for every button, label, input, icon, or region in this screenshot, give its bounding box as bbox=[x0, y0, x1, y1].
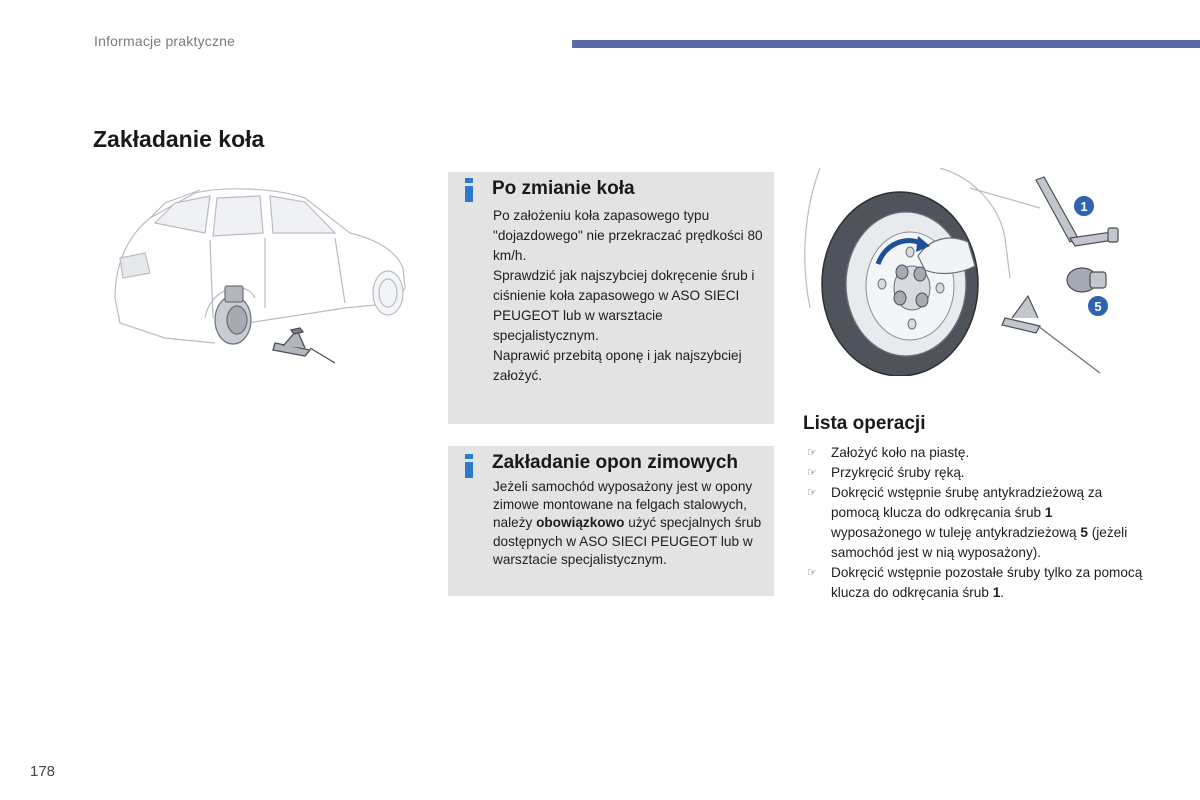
page-title: Zakładanie koła bbox=[93, 126, 265, 152]
info-box-after-wheel-change bbox=[448, 172, 774, 424]
header-bar bbox=[572, 40, 1200, 48]
list-item bbox=[803, 463, 1143, 483]
list-item bbox=[803, 483, 1143, 563]
page-number: 178 bbox=[30, 763, 56, 780]
list-item bbox=[803, 563, 1143, 603]
list-item-bold: 1 bbox=[1044, 505, 1053, 520]
car-with-jack-illustration bbox=[105, 178, 420, 368]
list-item bbox=[803, 443, 1143, 463]
callout-badges bbox=[1073, 195, 1109, 317]
pointing-hand-icon: ☞ bbox=[807, 567, 817, 579]
list-item-text: Dokręcić wstępnie śrubę antykradzieżową za pomocą klucza do odkręcania śrub bbox=[831, 485, 1103, 520]
list-item-text: (jeżeli samochód jest w nią wyposażony). bbox=[831, 525, 1128, 560]
list-item-text: Dokręcić wstępnie pozostałe śruby tylko za pomocą klucza do odkręcania śrub bbox=[831, 565, 1143, 600]
list-item-bold: 5 bbox=[1080, 525, 1088, 540]
list-item-text: Przykręcić śruby ręką. bbox=[831, 465, 965, 480]
info-paragraph: Sprawdzić jak najszybciej dokręcenie śrub i ciśnienie koła zapasowego w ASO SIECI PEUGEOT lub w warsztacie specjalistycznym. bbox=[493, 268, 755, 343]
list-item-text: wyposażonego w tuleję antykradzieżową bbox=[831, 525, 1081, 540]
list-item-bold: 1 bbox=[992, 585, 1001, 600]
operations-title: Lista operacji bbox=[803, 413, 926, 434]
info-box-title: Zakładanie opon zimowych bbox=[492, 452, 738, 473]
list-item-text: . bbox=[1000, 585, 1005, 600]
info-text: użyć specjalnych śrub dostępnych w ASO SIECI PEUGEOT lub w warsztacie specjalistycznym. bbox=[493, 515, 762, 567]
info-paragraph: Po założeniu koła zapasowego typu "dojazdowego" nie przekraczać prędkości 80 km/h. bbox=[493, 208, 763, 263]
info-paragraph: Naprawić przebitą oponę i jak najszybciej założyć. bbox=[493, 348, 742, 383]
svg-text:5: 5 bbox=[1094, 299, 1102, 314]
list-item-text: Założyć koło na piastę. bbox=[831, 445, 970, 460]
pointing-hand-icon: ☞ bbox=[807, 467, 817, 479]
info-icon bbox=[465, 454, 473, 480]
info-box-body bbox=[493, 206, 771, 386]
wheel-mounting-illustration bbox=[800, 168, 1140, 376]
info-box-winter-tyres bbox=[448, 446, 774, 596]
info-box-body bbox=[493, 478, 771, 569]
pointing-hand-icon: ☞ bbox=[807, 447, 817, 459]
pointing-hand-icon: ☞ bbox=[807, 487, 817, 499]
svg-text:1: 1 bbox=[1080, 199, 1088, 214]
operations-list bbox=[803, 443, 1143, 603]
info-text: Jeżeli samochód wyposażony jest w opony zimowe montowane na felgach stalowych, należy bbox=[493, 479, 753, 531]
info-box-title: Po zmianie koła bbox=[492, 178, 635, 199]
info-icon bbox=[465, 178, 473, 204]
section-header: Informacje praktyczne bbox=[94, 33, 236, 49]
info-text-bold: obowiązkowo bbox=[536, 515, 625, 531]
